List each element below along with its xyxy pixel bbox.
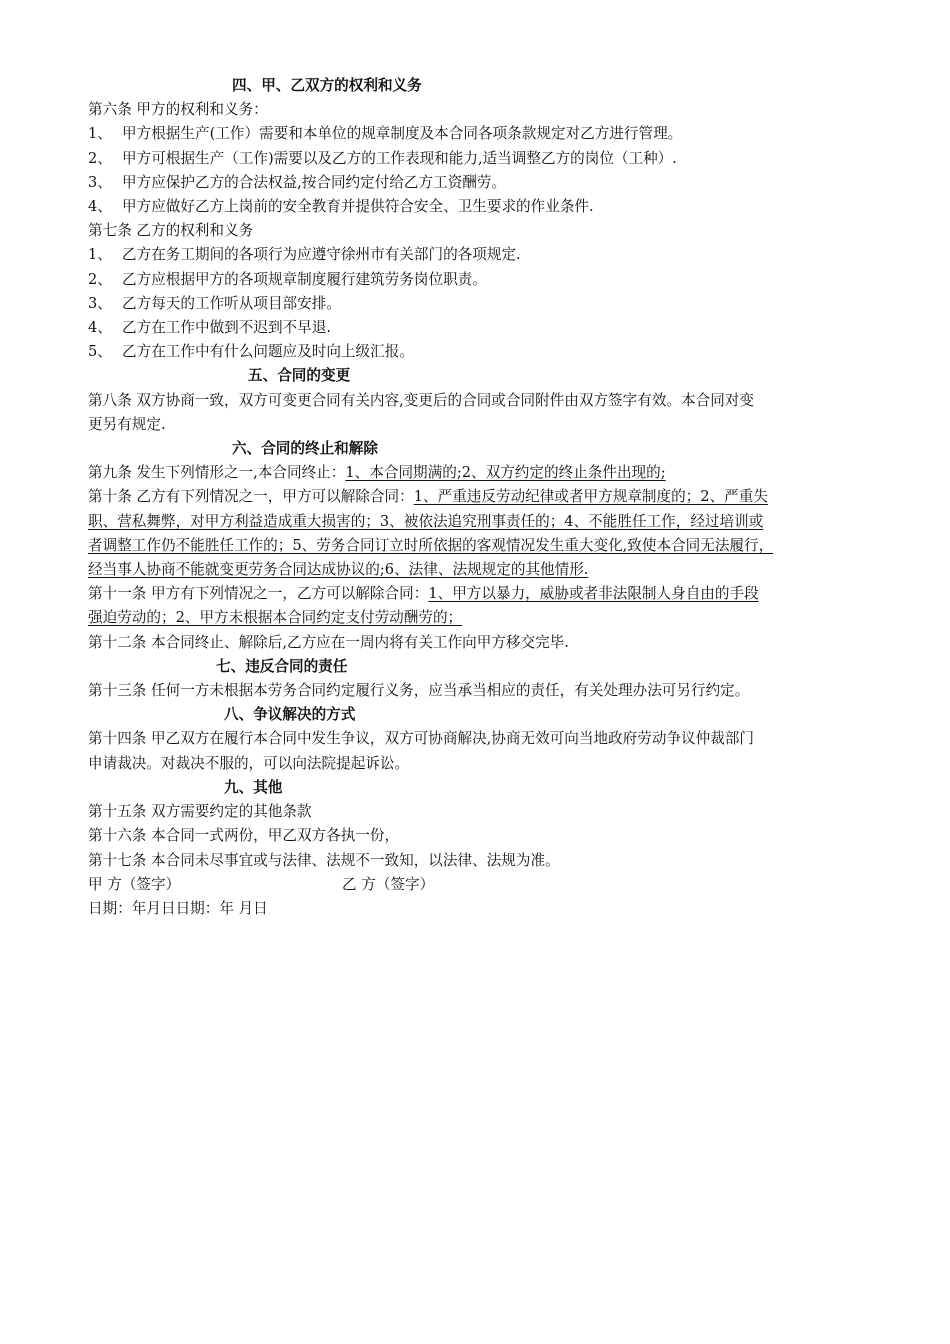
section-heading-rights-obligations: 四、甲、乙双方的权利和义务: [232, 77, 422, 94]
article-10-prefix: 第十条 乙方有下列情况之一，甲方可以解除合同：: [88, 488, 414, 506]
article-6-item: [88, 195, 878, 219]
item-number: 5、: [88, 343, 112, 361]
article-17: 第十七条 本合同未尽事宜或与法律、法规不一致知，以法律、法规为准。: [88, 851, 560, 869]
article-7-item: [88, 316, 878, 340]
section-heading-liability: 七、违反合同的责任: [216, 657, 348, 675]
article-11-prefix: 第十一条 甲方有下列情况之一，乙方可以解除合同：: [88, 585, 429, 603]
article-7-item: [88, 243, 878, 267]
article-14-line: 申请裁决。对裁决不服的，可以向法院提起诉讼。: [88, 754, 410, 772]
item-number: 3、: [88, 294, 112, 312]
article-10-line: [88, 485, 878, 509]
item-text: 甲方可根据生产（工作)需要以及乙方的工作表现和能力,适当调整乙方的岗位（工种）.: [122, 149, 677, 167]
article-10-conditions: 者调整工作仍不能胜任工作的；5、劳务合同订立时所依据的客观情况发生重大变化,致使本合同无法履行，: [88, 536, 774, 554]
article-13: 第十三条 任何一方未根据本劳务合同约定履行义务，应当承当相应的责任，有关处理办法可另行约定。: [88, 682, 750, 700]
item-text: 甲方应保护乙方的合法权益,按合同约定付给乙方工资酬劳。: [122, 173, 507, 191]
article-15: 第十五条 双方需要约定的其他条款: [88, 803, 312, 821]
item-number: 4、: [88, 319, 112, 337]
item-text: 甲方根据生产(工作）需要和本单位的规章制度及本合同各项条款规定对乙方进行管理。: [122, 125, 683, 143]
item-text: 乙方在务工期间的各项行为应遵守徐州市有关部门的各项规定.: [122, 246, 521, 264]
article-10-line: [88, 510, 878, 534]
article-14-line: 第十四条 甲乙双方在履行本合同中发生争议，双方可协商解决,协商无效可向当地政府劳动争议仲裁部门: [88, 730, 755, 748]
article-9: [88, 461, 878, 485]
item-text: 乙方在工作中做到不迟到不早退.: [122, 319, 331, 337]
item-number: 3、: [88, 173, 112, 191]
signature-row: [88, 873, 878, 897]
article-6-title: 第六条 甲方的权利和义务：: [88, 101, 268, 119]
article-9-prefix: 第九条 发生下列情形之一,本合同终止：: [88, 464, 346, 482]
contract-page: [88, 74, 878, 921]
article-11-line: [88, 582, 878, 606]
article-7-item: [88, 340, 878, 364]
item-number: 1、: [88, 125, 112, 143]
article-7-title: 第七条 乙方的权利和义务: [88, 222, 254, 240]
article-9-conditions: 1、本合同期满的;2、双方约定的终止条件出现的;: [345, 464, 666, 482]
article-10-conditions: 经当事人协商不能就变更劳务合同达成协议的;6、法律、法规规定的其他情形.: [88, 561, 589, 579]
item-number: 4、: [88, 198, 112, 216]
section-heading-dispute: 八、争议解决的方式: [224, 706, 356, 724]
item-text: 乙方在工作中有什么问题应及时向上级汇报。: [122, 343, 414, 361]
article-12: 第十二条 本合同终止、解除后,乙方应在一周内将有关工作向甲方移交完毕.: [88, 633, 569, 651]
article-10-conditions: 1、严重违反劳动纪律或者甲方规章制度的；2、严重失: [413, 488, 768, 506]
item-text: 乙方应根据甲方的各项规章制度履行建筑劳务岗位职责。: [122, 270, 487, 288]
article-16: 第十六条 本合同一式两份，甲乙双方各执一份，: [88, 827, 400, 845]
article-10-line: [88, 534, 878, 558]
article-6-item: [88, 147, 878, 171]
article-11-conditions: 强迫劳动的；2、甲方未根据本合同约定支付劳动酬劳的；: [88, 609, 463, 627]
article-8-line: 更另有规定.: [88, 415, 166, 433]
signature-dates: 日期：年月日日期：年 月日: [88, 899, 268, 917]
section-heading-other: 九、其他: [224, 778, 283, 796]
article-6-item: [88, 122, 878, 146]
item-number: 1、: [88, 246, 112, 264]
item-text: 乙方每天的工作听从项目部安排。: [122, 294, 341, 312]
article-7-item: [88, 268, 878, 292]
article-7-item: [88, 292, 878, 316]
item-number: 2、: [88, 270, 112, 288]
article-8-line: 第八条 双方协商一致，双方可变更合同有关内容,变更后的合同或合同附件由双方签字有效。本合同对变: [88, 391, 755, 409]
article-6-item: [88, 171, 878, 195]
article-11-conditions: 1、甲方以暴力，威胁或者非法限制人身自由的手段: [428, 585, 759, 603]
item-number: 2、: [88, 149, 112, 167]
article-10-conditions: 职、营私舞弊，对甲方利益造成重大损害的；3、被依法追究刑事责任的；4、不能胜任工作，经过培训或: [88, 512, 764, 530]
party-b-signature: 乙 方（签字）: [342, 875, 435, 893]
article-11-line: [88, 606, 878, 630]
party-a-signature: 甲 方（签字）: [88, 875, 181, 893]
section-heading-termination: 六、合同的终止和解除: [232, 440, 378, 458]
section-heading-contract-change: 五、合同的变更: [248, 367, 351, 385]
article-10-line: [88, 558, 878, 582]
item-text: 甲方应做好乙方上岗前的安全教育并提供符合安全、卫生要求的作业条件.: [122, 198, 594, 216]
